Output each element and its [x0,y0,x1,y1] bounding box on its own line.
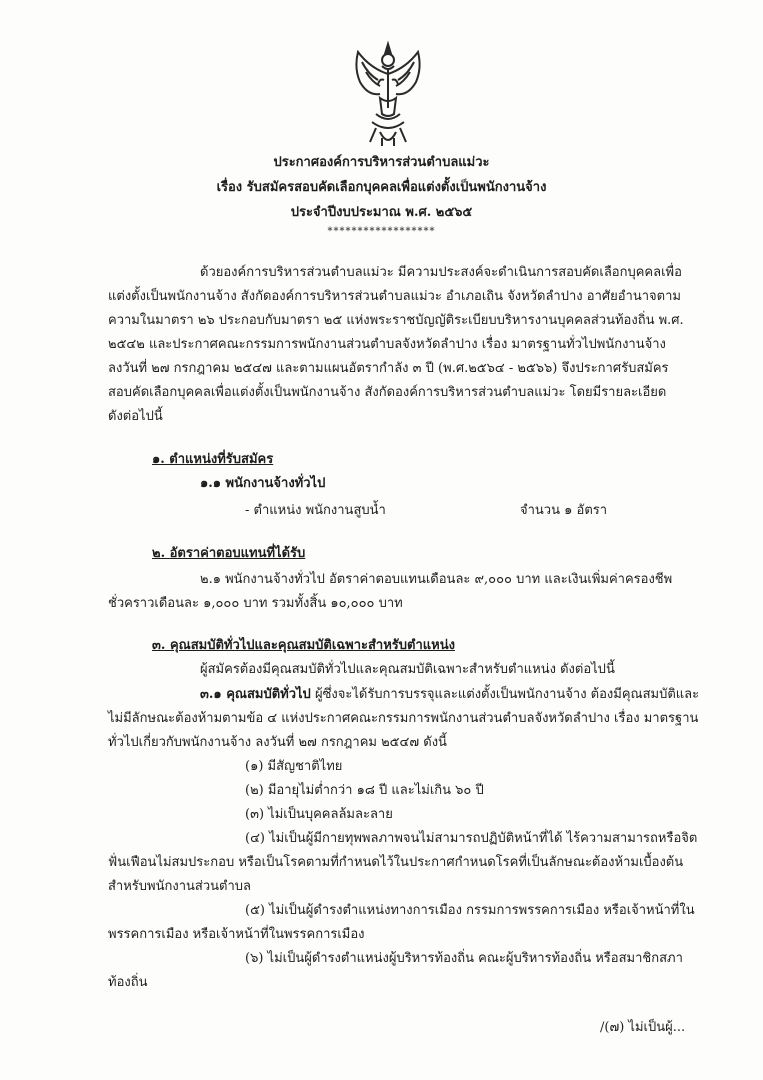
section-3-sub-line-1 [200,687,699,703]
section-1-sub: ๑.๑ พนักงานจ้างทั่วไป [200,476,326,491]
section-3-sub-line-3: ทั่วไปเกี่ยวกับพนักงานจ้าง ลงวันที่ ๒๗ กรกฎาคม ๒๕๔๗ ดังนี้ [108,735,447,750]
section-3-sub-line-2: ไม่มีลักษณะต้องห้ามตามข้อ ๔ แห่งประกาศคณะกรรมการพนักงานส่วนตำบลจังหวัดลำปาง เรื่อง มาตรฐาน [108,711,699,726]
qualification-item-6-line-1: (๖) ไม่เป็นผู้ดำรงตำแหน่งผู้บริหารท้องถิ่น คณะผู้บริหารท้องถิ่น หรือสมาชิกสภา [245,951,683,966]
section-3-sub-rest: ผู้ซึ่งจะได้รับการบรรจุและแต่งตั้งเป็นพนักงานจ้าง ต้องมีคุณสมบัติและ [314,687,700,702]
qualification-item-3: (๓) ไม่เป็นบุคคลล้มละลาย [245,807,393,822]
garuda-emblem [346,38,430,150]
position-count: จำนวน ๑ อัตรา [520,503,608,518]
intro-line-7: ดังต่อไปนี้ [108,409,163,424]
intro-line-4: ๒๕๔๒ และประกาศคณะกรรมการพนักงานส่วนตำบลจังหวัดลำปาง เรื่อง มาตรฐานทั่วไปพนักงานจ้าง [108,337,666,352]
intro-line-3: ความในมาตรา ๒๖ ประกอบกับมาตรา ๒๕ แห่งพระราชบัญญัติระเบียบบริหารงานบุคคลส่วนท้องถิ่น พ.ศ. [108,313,684,328]
position-name: - ตำแหน่ง พนักงานสูบน้ำ [245,503,386,518]
qualification-item-2: (๒) มีอายุไม่ต่ำกว่า ๑๘ ปี และไม่เกิน ๖๐ ปี [245,783,484,798]
intro-line-5: ลงวันที่ ๒๗ กรกฎาคม ๒๕๔๗ และตามแผนอัตรากำลัง ๓ ปี (พ.ศ.๒๕๖๔ - ๒๕๖๖) จึงประกาศรับสมัคร [108,361,669,376]
section-3-heading: ๓. คุณสมบัติทั่วไปและคุณสมบัติเฉพาะสำหรับตำแหน่ง [152,638,455,653]
section-2-line-2: ชั่วคราวเดือนละ ๑,๐๐๐ บาท รวมทั้งสิ้น ๑๐,๐๐๐ บาท [108,596,403,611]
section-2-heading: ๒. อัตราค่าตอบแทนที่ได้รับ [152,546,306,561]
intro-line-6: สอบคัดเลือกบุคคลเพื่อแต่งตั้งเป็นพนักงานจ้าง สังกัดองค์การบริหารส่วนตำบลแม่วะ โดยมีรายละเอียด [108,385,667,400]
qualification-item-5-line-2: พรรคการเมือง หรือเจ้าหน้าที่ในพรรคการเมือง [108,927,365,942]
intro-line-1: ด้วยองค์การบริหารส่วนตำบลแม่วะ มีความประสงค์จะดำเนินการสอบคัดเลือกบุคคลเพื่อ [200,265,682,280]
section-3-sub-label: ๓.๑ คุณสมบัติทั่วไป [200,687,311,702]
intro-line-2: แต่งตั้งเป็นพนักงานจ้าง สังกัดองค์การบริหารส่วนตำบลแม่วะ อำเภอเถิน จังหวัดลำปาง อาศัยอำนาจตาม [108,289,681,304]
title-line-1: ประกาศองค์การบริหารส่วนตำบลแม่วะ [273,155,490,170]
qualification-item-4-line-3: สำหรับพนักงานส่วนตำบล [108,879,251,894]
qualification-item-4-line-2: ฟั่นเฟือนไม่สมประกอบ หรือเป็นโรคตามที่กำหนดไว้ในประกาศกำหนดโรคที่เป็นลักษณะต้องห้ามเบื้องต้น [108,855,684,870]
qualification-item-5-line-1: (๕) ไม่เป็นผู้ดำรงตำแหน่งทางการเมือง กรรมการพรรคการเมือง หรือเจ้าหน้าที่ใน [245,903,695,918]
section-1-heading: ๑. ตำแหน่งที่รับสมัคร [152,452,274,467]
section-3-intro: ผู้สมัครต้องมีคุณสมบัติทั่วไปและคุณสมบัติเฉพาะสำหรับตำแหน่ง ดังต่อไปนี้ [200,662,615,677]
title-line-2: เรื่อง รับสมัครสอบคัดเลือกบุคคลเพื่อแต่งตั้งเป็นพนักงานจ้าง [216,180,547,195]
page-continuation: /(๗) ไม่เป็นผู้... [600,1020,686,1035]
separator-stars: ****************** [327,226,436,237]
qualification-item-1: (๑) มีสัญชาติไทย [245,759,343,774]
section-2-line-1: ๒.๑ พนักงานจ้างทั่วไป อัตราค่าตอบแทนเดือนละ ๙,๐๐๐ บาท และเงินเพิ่มค่าครองชีพ [200,572,673,587]
title-line-3: ประจำปีงบประมาณ พ.ศ. ๒๕๖๕ [290,205,473,220]
qualification-item-6-line-2: ท้องถิ่น [108,975,148,990]
qualification-item-4-line-1: (๔) ไม่เป็นผู้มีกายทุพพลภาพจนไม่สามารถปฏิบัติหน้าที่ได้ ไร้ความสามารถหรือจิต [245,831,698,846]
